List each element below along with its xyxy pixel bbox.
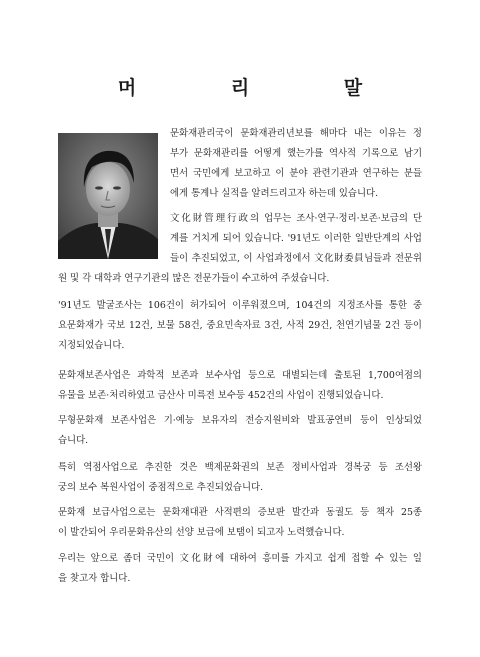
paragraph-line: 문화재보존사업은 과학적 보존과 보수사업 등으로 대별되는데 출토된 1,700여점의	[58, 370, 422, 381]
paragraph-2	[170, 209, 422, 269]
author-portrait	[58, 133, 158, 259]
paragraph-line: 요문화재가 국보 12건, 보물 58건, 중요민속자료 3건, 사적 29건, 천연기념물 2건 등이	[58, 320, 422, 331]
paragraph-line: 문화재관리국이 문화재관리년보를 해마다 내는 이유는 정	[170, 128, 422, 139]
paragraph-4	[58, 366, 422, 406]
paragraph-line: 무형문화재 보존사업은 기·예능 보유자의 전승지원비와 발표공연비 등이 인상되었	[58, 415, 422, 426]
paragraph-5	[58, 411, 422, 451]
paragraph-line: 지정되었습니다.	[58, 340, 125, 351]
paragraph-line: 유물을 보존·처리하였고 금산사 미륵전 보수등 452건의 사업이 진행되었습니다.	[58, 390, 384, 401]
paragraph-line: 습니다.	[58, 435, 89, 446]
paragraph-line: 이 발간되어 우리문화유산의 선양 보급에 보탬이 되고자 노력했습니다.	[58, 527, 345, 538]
paragraph-8	[58, 549, 422, 589]
paragraph-line: 원 및 각 대학과 연구기관의 많은 전문가들이 수고하여 주셨습니다.	[58, 273, 330, 284]
portrait-image	[58, 133, 158, 259]
paragraph-line: 특히 역점사업으로 추진한 것은 백제문화권의 보존 정비사업과 경복궁 등 조선왕	[58, 462, 422, 473]
paragraph-line: 계를 거치게 되어 있습니다. '91년도 이러한 일반단계의 사업	[170, 233, 422, 244]
paragraph-line: '91년도 발굴조사는 106건이 허가되어 이루워졌으며, 104건의 지정조사를 통한 중	[58, 300, 422, 311]
paragraph-line: 을 찾고자 합니다.	[58, 573, 131, 584]
paragraph-1	[170, 124, 422, 204]
paragraph-line: 들이 추진되었고, 이 사업과정에서 文化財委員님들과 전문위	[170, 253, 422, 264]
paragraph-line: 부가 문화재관리를 어떻게 했는가를 역사적 기록으로 남기	[170, 148, 422, 159]
page-title: 머 리 말	[117, 77, 407, 99]
paragraph-line: 에게 통계나 실적을 알려드리고자 하는데 있습니다.	[170, 188, 379, 199]
paragraph-line: 면서 국민에게 보고하고 이 분야 관련기관과 연구하는 분들	[170, 168, 422, 179]
paragraph-line: 우리는 앞으로 좀더 국민이 文化財에 대하여 흥미를 가지고 쉽게 접할 수 있는 일	[58, 553, 422, 564]
paragraph-line: 문화재 보급사업으로는 문화재대관 사적편의 증보판 발간과 동궐도 등 책자 25종	[58, 507, 422, 518]
paragraph-line: 文化財管理行政의 업무는 조사·연구·정리·보존·보급의 단	[170, 213, 422, 224]
paragraph-line: 궁의 보수 복원사업이 중점적으로 추진되었습니다.	[58, 482, 264, 493]
paragraph-3	[58, 296, 422, 356]
paragraph-7	[58, 503, 422, 543]
paragraph-2-continued	[58, 269, 422, 289]
paragraph-6	[58, 458, 422, 498]
